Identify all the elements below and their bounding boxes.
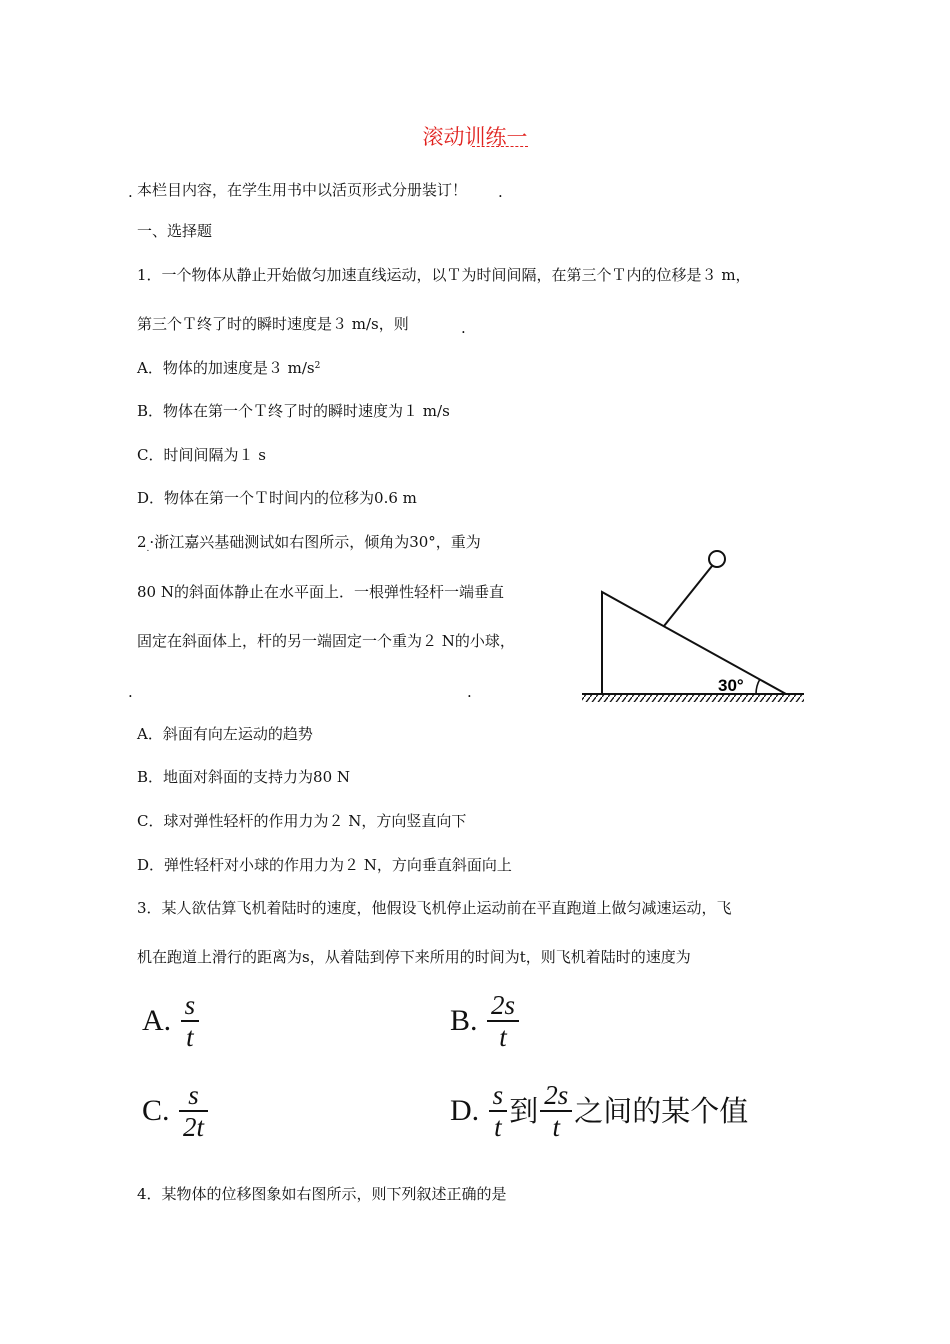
q3-option-d [450, 1080, 748, 1142]
denominator: 2t [183, 1112, 205, 1142]
q3-option-b-label: B. [450, 1004, 478, 1037]
q3-option-b [450, 990, 521, 1052]
q2-option-b: B．地面对斜面的支持力为80 N [137, 768, 351, 786]
marker-dot: . [128, 183, 133, 201]
fraction [179, 1080, 208, 1142]
q2-stem-line1 [137, 532, 481, 555]
q3-stem-line1: 3．某人欲估算飞机着陆时的速度，他假设飞机停止运动前在平直跑道上做匀减速运动，飞 [137, 899, 732, 917]
q4-stem-line1: 4．某物体的位移图象如右图所示，则下列叙述正确的是 [137, 1185, 507, 1203]
marker-dot: . [128, 683, 133, 701]
q2-option-a: A．斜面有向左运动的趋势 [137, 725, 313, 743]
fraction [540, 1080, 572, 1142]
denominator: t [186, 1022, 194, 1052]
q3-option-c-label: C. [142, 1094, 170, 1127]
note-text: 本栏目内容，在学生用书中以活页形式分册装订！ [137, 181, 468, 199]
angle-label: 30° [718, 676, 744, 695]
title-underline [472, 146, 528, 148]
q1-option-a-exponent: 2 [314, 361, 321, 371]
q1-stem-line2: 第三个Ｔ终了时的瞬时速度是３ m/s，则 [137, 315, 409, 333]
elastic-rod [664, 566, 712, 626]
numerator: 2s [487, 990, 519, 1022]
q1-option-a-text: A．物体的加速度是３ m/s [137, 359, 315, 377]
q3-option-d-connector: 到 [509, 1094, 539, 1128]
incline-triangle [602, 592, 786, 694]
q3-option-a-label: A. [142, 1004, 172, 1037]
marker-dot: . [146, 544, 150, 554]
q1-option-c: C．时间间隔为１ s [137, 446, 266, 464]
q1-option-a [137, 358, 320, 378]
q3-option-d-tail: 之间的某个值 [574, 1094, 749, 1128]
marker-dot: . [461, 319, 466, 337]
angle-arc [756, 679, 760, 694]
numerator: s [489, 1080, 508, 1112]
fraction [181, 990, 200, 1052]
q2-stem-line1-text: ·浙江嘉兴基础测试如右图所示，倾角为30°，重为 [149, 533, 481, 551]
section-heading: 一、选择题 [137, 222, 213, 240]
q2-option-d: D．弹性轻杆对小球的作用力为２ N，方向垂直斜面向上 [137, 856, 512, 874]
denominator: t [499, 1022, 507, 1052]
q1-option-b: B．物体在第一个Ｔ终了时的瞬时速度为１ m/s [137, 402, 450, 420]
q3-option-c [142, 1080, 210, 1142]
fraction [487, 990, 519, 1052]
numerator: 2s [540, 1080, 572, 1112]
marker-dot: . [498, 183, 503, 201]
q2-number: 2 [137, 533, 147, 551]
q3-option-a [142, 990, 201, 1052]
incline-figure [578, 545, 808, 710]
small-ball [709, 551, 725, 567]
q3-option-d-label: D. [450, 1094, 480, 1127]
q2-stem-line3: 固定在斜面体上，杆的另一端固定一个重为２ N的小球， [137, 632, 515, 650]
denominator: t [552, 1112, 560, 1142]
numerator: s [181, 990, 200, 1022]
q2-stem-line2: 80 N的斜面体静止在水平面上．一根弹性轻杆一端垂直 [137, 583, 504, 601]
ground-hatch [582, 694, 804, 702]
numerator: s [179, 1080, 208, 1112]
marker-dot: . [467, 683, 472, 701]
q1-stem-line1: 1．一个物体从静止开始做匀加速直线运动，以Ｔ为时间间隔，在第三个Ｔ内的位移是３ m， [137, 266, 751, 284]
q2-option-c: C．球对弹性轻杆的作用力为２ N，方向竖直向下 [137, 812, 467, 830]
q3-stem-line2: 机在跑道上滑行的距离为s，从着陆到停下来所用的时间为t，则飞机着陆时的速度为 [137, 948, 691, 966]
denominator: t [494, 1112, 502, 1142]
page-title: 滚动训练一 [422, 125, 528, 149]
q1-option-d: D．物体在第一个Ｔ时间内的位移为0.6 m [137, 489, 417, 507]
fraction [489, 1080, 508, 1142]
